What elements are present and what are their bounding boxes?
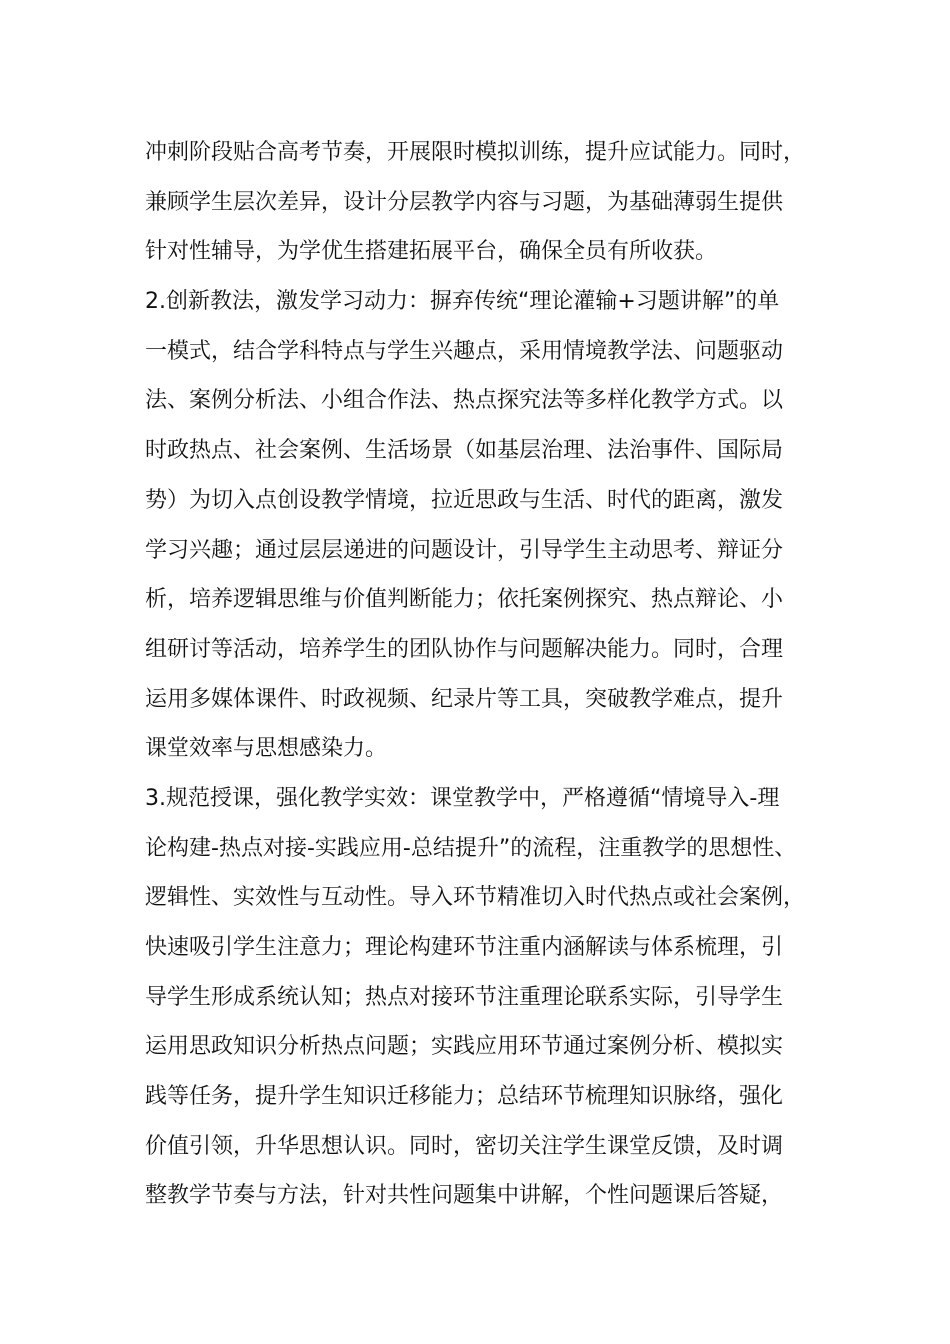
text-line: 逻辑性、实效性与互动性。导入环节精准切入时代热点或社会案例， xyxy=(145,885,806,911)
text-line: 析，培养逻辑思维与价值判断能力；依托案例探究、热点辩论、小 xyxy=(145,587,784,613)
text-line: 论构建-热点对接-实践应用-总结提升”的流程，注重教学的思想性、 xyxy=(145,835,797,861)
text-line: 整教学节奏与方法，针对共性问题集中讲解，个性问题课后答疑， xyxy=(145,1183,784,1209)
text-line: 针对性辅导，为学优生搭建拓展平台，确保全员有所收获。 xyxy=(145,239,718,265)
text-line: 3.规范授课，强化教学实效：课堂教学中，严格遵循“情境导入-理 xyxy=(145,785,780,811)
text-line: 践等任务，提升学生知识迁移能力；总结环节梳理知识脉络，强化 xyxy=(145,1084,784,1110)
text-line: 兼顾学生层次差异，设计分层教学内容与习题，为基础薄弱生提供 xyxy=(145,189,784,215)
text-line: 一模式，结合学科特点与学生兴趣点，采用情境教学法、问题驱动 xyxy=(145,338,784,364)
text-line: 运用思政知识分析热点问题；实践应用环节通过案例分析、模拟实 xyxy=(145,1034,784,1060)
text-line: 时政热点、社会案例、生活场景（如基层治理、法治事件、国际局 xyxy=(145,438,784,464)
text-line: 势）为切入点创设教学情境，拉近思政与生活、时代的距离，激发 xyxy=(145,487,784,513)
text-line: 学习兴趣；通过层层递进的问题设计，引导学生主动思考、辩证分 xyxy=(145,537,784,563)
text-line: 价值引领，升华思想认识。同时，密切关注学生课堂反馈，及时调 xyxy=(145,1133,784,1159)
text-line: 课堂效率与思想感染力。 xyxy=(145,736,388,762)
text-line: 组研讨等活动，培养学生的团队协作与问题解决能力。同时，合理 xyxy=(145,636,784,662)
text-line: 快速吸引学生注意力；理论构建环节注重内涵解读与体系梳理，引 xyxy=(145,935,784,960)
text-line: 法、案例分析法、小组合作法、热点探究法等多样化教学方式。以 xyxy=(145,388,784,414)
text-line: 导学生形成系统认知；热点对接环节注重理论联系实际，引导学生 xyxy=(145,984,784,1010)
text-line: 冲刺阶段贴合高考节奏，开展限时模拟训练，提升应试能力。同时， xyxy=(145,140,806,165)
text-line: 运用多媒体课件、时政视频、纪录片等工具，突破教学难点，提升 xyxy=(145,686,784,712)
body-text xyxy=(145,128,845,1221)
text-line: 2.创新教法，激发学习动力：摒弃传统“理论灌输+习题讲解”的单 xyxy=(145,289,780,315)
